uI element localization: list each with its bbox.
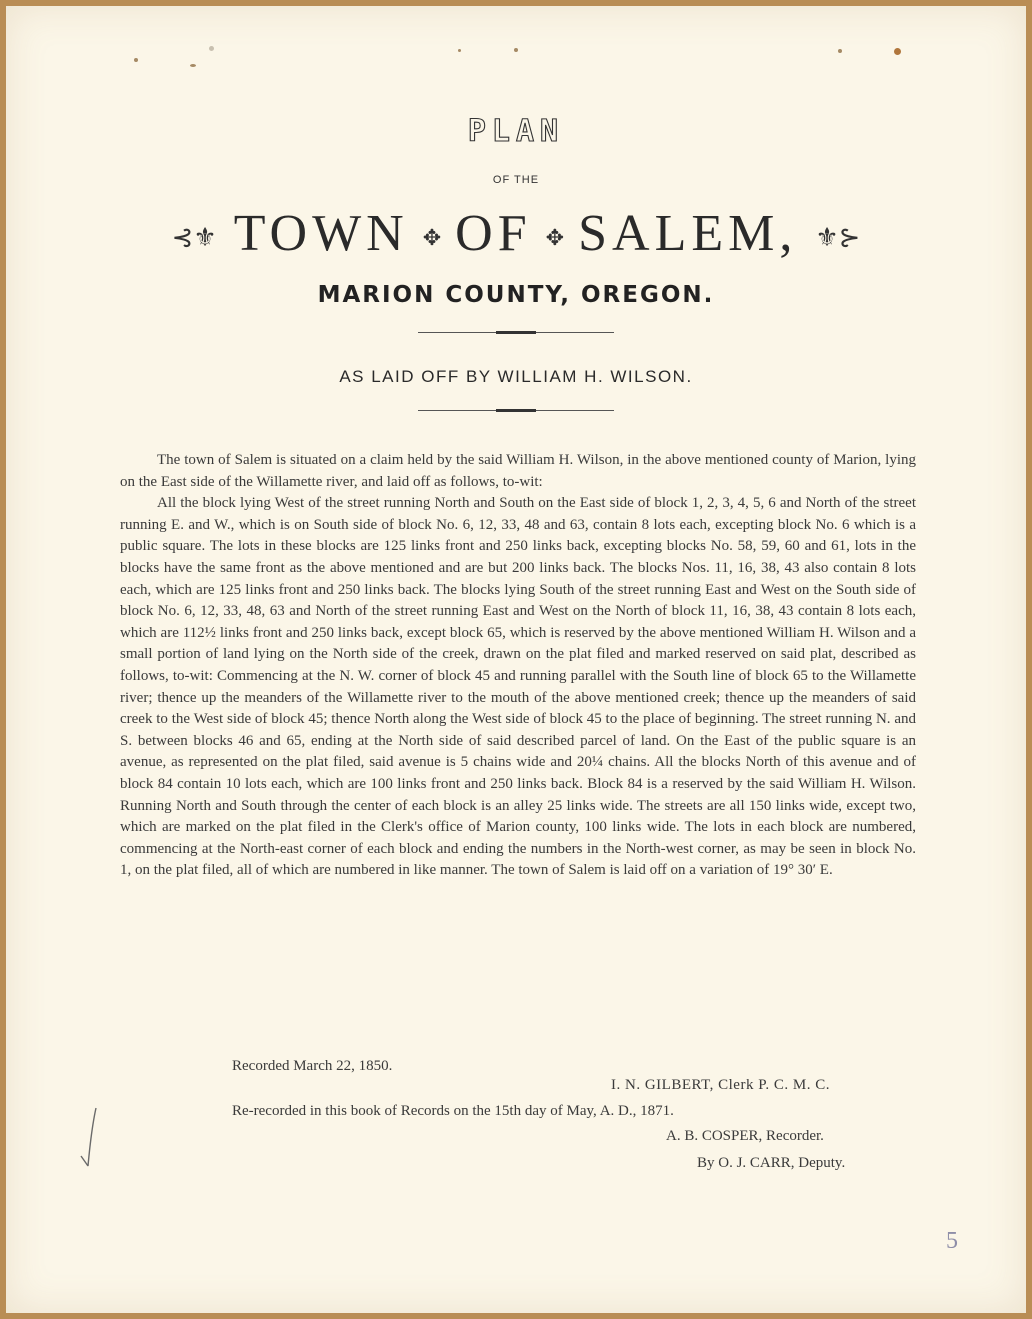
divider-rule bbox=[418, 332, 614, 333]
rerecorded-note: Re-recorded in this book of Records on the 15th day of May, A. D., 1871. bbox=[232, 1103, 674, 1119]
title-plan: PLAN bbox=[467, 114, 565, 149]
paper-speck bbox=[514, 48, 518, 52]
title-town-word: TOWN bbox=[233, 205, 409, 262]
divider-rule bbox=[418, 410, 614, 411]
diamond-separator-icon: ✥ bbox=[545, 225, 565, 251]
paragraph-description: All the block lying West of the street running North and South on the East side of block 1, 2, 3, 4, 5, 6 and North of the street running E. and W., which is on South side of block No. 6, 12, 33, 48 and 63, contain 8 lots each, excepting block No. 6 which is a public square. The lots in these blocks are 125 links front and 250 links back, excepting blocks No. 58, 59, 60 and 61, lots in the blocks have the same front as the above mentioned and are but 200 links back. The blocks Nos. 11, 16, 38, 43 also contain 8 lots each, which are 125 links front and 250 links back. The blocks lying South of the street running East and West on the South side of block No. 6, 12, 33, 48, 63 and North of the street running East and West on the North of block 11, 16, 38, 43 contain 8 lots each, which are 112½ links front and 250 links back, except block 65, which is reserved by the above mentioned William H. Wilson and a small portion of land lying on the North side of the creek, drawn on the plat filed and marked reserved on said plat, described as follows, to-wit: Commencing at the N. W. corner of block 45 and running parallel with the South line of block 65 to the Willamette river; thence up the meanders of the Willamette river to the mouth of the above mentioned creek; thence up the meanders of said creek to the West side of block 45; thence North along the West side of block 45 to the place of beginning. The street running N. and S. between blocks 46 and 65, ending at the North side of said described parcel of land. On the East of the public square is an avenue, as represented on the plat filed, said avenue is 5 chains wide and 20¼ chains. All the blocks North of this avenue and of block 84 contain 10 lots each, which are 100 links front and 250 links back. Block 84 is a reserved by the said William H. Wilson. Running North and South through the center of each block is an alley 25 links wide. The streets are all 150 links wide, except two, which are marked on the plat filed in the Clerk's office of Marion county, 100 links wide. The lots in each block are numbered, commencing at the North-east corner of each block and ending the numbers in the North-west corner, as may be seen in block No. 1, on the plat filed, all of which are numbered in like manner. The town of Salem is laid off on a variation of 19° 30′ E. bbox=[120, 495, 916, 879]
title-county: MARION COUNTY, OREGON. bbox=[317, 282, 715, 308]
subtitle: AS LAID OFF BY WILLIAM H. WILSON. bbox=[339, 367, 693, 386]
recorder-signature: A. B. COSPER, Recorder. bbox=[666, 1128, 824, 1144]
document-page bbox=[6, 6, 1026, 1313]
title-town-of-salem bbox=[6, 204, 1026, 263]
paragraph-intro: The town of Salem is situated on a claim held by the said William H. Wilson, in the above mentioned county of Marion, lying on the East side of the Willamette river, and laid off as follows, to-wit: bbox=[120, 452, 916, 490]
page-number: 5 bbox=[946, 1228, 958, 1254]
paper-speck bbox=[838, 49, 842, 53]
title-of-word: OF bbox=[455, 205, 532, 262]
left-ornament-icon: ⊰⚜ bbox=[171, 223, 217, 253]
recorded-date: Recorded March 22, 1850. bbox=[232, 1058, 393, 1074]
paper-speck bbox=[209, 46, 214, 51]
paper-speck bbox=[134, 58, 138, 62]
deputy-signature: By O. J. CARR, Deputy. bbox=[697, 1155, 846, 1171]
paper-speck bbox=[458, 49, 461, 52]
paper-speck bbox=[894, 48, 901, 55]
right-ornament-icon: ⚜⊱ bbox=[815, 223, 861, 253]
title-of-the: OF THE bbox=[492, 174, 540, 186]
paper-speck bbox=[190, 64, 196, 67]
body-text bbox=[120, 450, 916, 882]
pencil-check-icon bbox=[76, 1104, 106, 1174]
title-salem-word: SALEM, bbox=[578, 205, 798, 262]
clerk-signature: I. N. GILBERT, Clerk P. C. M. C. bbox=[611, 1077, 830, 1093]
diamond-separator-icon: ✥ bbox=[422, 225, 442, 251]
